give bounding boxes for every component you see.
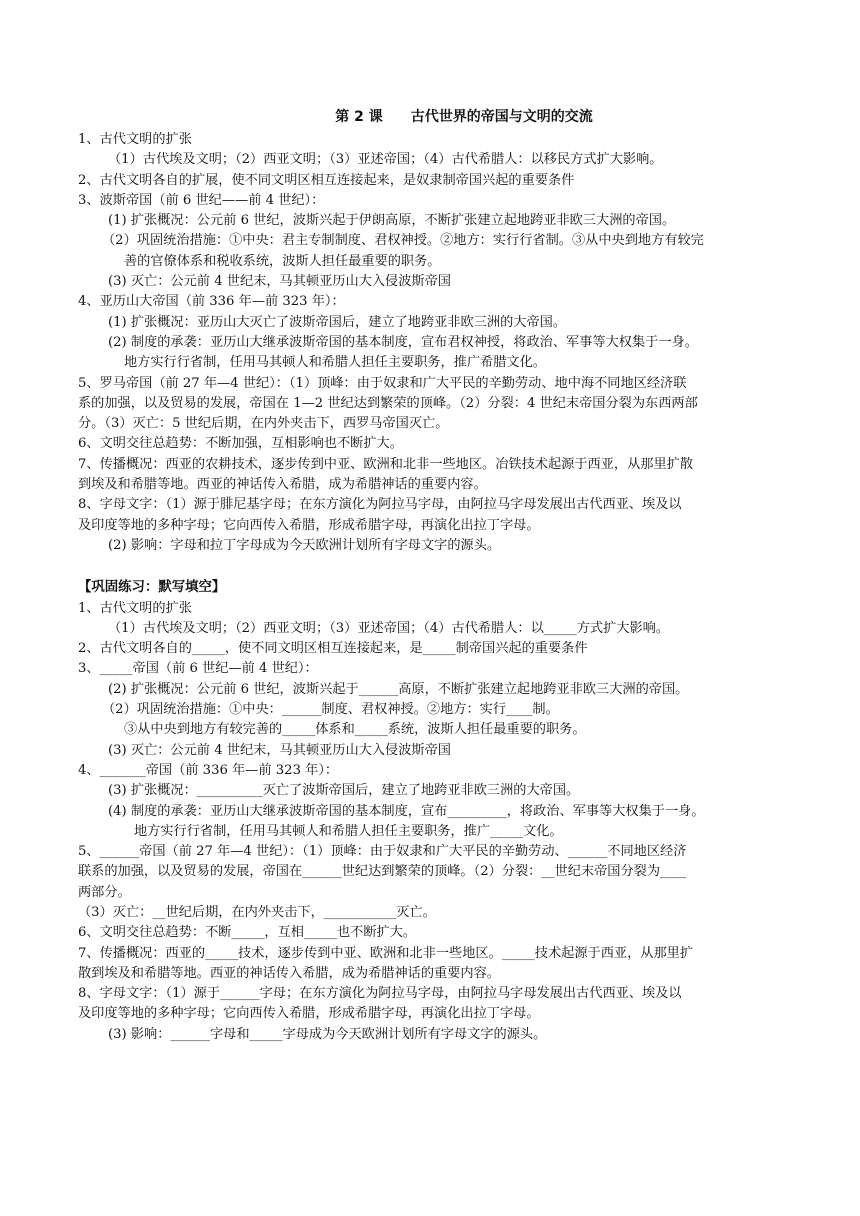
practice-section xyxy=(78,578,790,1045)
practice-line: 3、_____帝国（前 6 世纪—前 4 世纪）： xyxy=(78,661,318,677)
notes-line: 到埃及和希腊等地。西亚的神话传入希腊，成为希腊神话的重要内容。 xyxy=(78,477,487,493)
practice-line: 散到埃及和希腊等地。西亚的神话传入希腊，成为希腊神话的重要内容。 xyxy=(78,965,500,981)
notes-line: 3、波斯帝国（前 6 世纪——前 4 世纪）： xyxy=(78,192,325,208)
practice-line: (4) 制度的承袭：亚历山大继承波斯帝国的基本制度，宣布_________，将政治、军事等大权集于一身。 xyxy=(108,803,705,819)
notes-line: 及印度等地的多种字母；它向西传入希腊，形成希腊字母，再演化出拉丁字母。 xyxy=(78,517,540,533)
notes-line: （1）古代埃及文明；（2）西亚文明；（3）亚述帝国；（4）古代希腊人：以移民方式扩大影响。 xyxy=(108,152,663,168)
practice-title: 【巩固练习：默写填空】 xyxy=(78,580,226,596)
notes-line: （2）巩固统治措施：①中央：君主专制制度、君权神授。②地方：实行行省制。③从中央到地方有较完 xyxy=(102,233,704,249)
practice-line: 4、_______帝国（前 336 年—前 323 年）： xyxy=(78,762,339,778)
notes-line: (2) 制度的承袭：亚历山大继承波斯帝国的基本制度，宣布君权神授，将政治、军事等大权集于一身。 xyxy=(108,334,698,350)
practice-line: 6、文明交往总趋势：不断_____，互相_____也不断扩大。 xyxy=(78,925,417,941)
lesson-title: 第 2 课 古代世界的帝国与文明的交流 xyxy=(335,109,593,125)
practice-line: 2、古代文明各自的_____，使不同文明区相互连接起来，是_____制帝国兴起的重要条件 xyxy=(78,641,588,657)
notes-line: 善的官僚体系和税收系统，波斯人担任最重要的职务。 xyxy=(124,253,441,269)
notes-line: 5、罗马帝国（前 27 年—4 世纪）：（1）顶峰：由于奴隶和广大平民的辛勤劳动、地中海不同地区经济联 xyxy=(78,375,687,391)
practice-line: 1、古代文明的扩张 xyxy=(78,600,192,616)
notes-line: 4、亚历山大帝国（前 336 年—前 323 年）： xyxy=(78,294,345,310)
practice-line: （1）古代埃及文明；（2）西亚文明；（3）亚述帝国；（4）古代希腊人：以_____方式扩大影响。 xyxy=(108,620,670,636)
notes-line: 7、传播概况：西亚的农耕技术，逐步传到中亚、欧洲和北非一些地区。冶铁技术起源于西亚，从那里扩散 xyxy=(78,456,694,472)
practice-line: 联系的加强，以及贸易的发展，帝国在______世纪达到繁荣的顶峰。（2）分裂：__世纪末帝国分裂为____ xyxy=(78,864,687,880)
practice-line: 7、传播概况：西亚的_____技术，逐步传到中亚、欧洲和北非一些地区。_____技术起源于西亚，从那里扩 xyxy=(78,945,694,961)
notes-line: (3) 灭亡：公元前 4 世纪末，马其顿亚历山大入侵波斯帝国 xyxy=(108,274,451,290)
notes-line: 1、古代文明的扩张 xyxy=(78,132,192,147)
practice-line: 两部分。 xyxy=(78,884,131,900)
practice-line: (3) 影响：______字母和_____字母成为今天欧洲计划所有字母文字的源头。 xyxy=(108,1026,547,1042)
notes-line: 6、文明交往总趋势：不断加强，互相影响也不断扩大。 xyxy=(78,436,403,452)
notes-line: 8、字母文字：（1）源于腓尼基字母；在东方演化为阿拉马字母，由阿拉马字母发展出古代西亚、埃及以 xyxy=(78,497,682,513)
practice-line: 及印度等地的多种字母；它向西传入希腊，形成希腊字母，再演化出拉丁字母。 xyxy=(78,1006,540,1022)
practice-line: 5、______帝国（前 27 年—4 世纪）：（1）顶峰：由于奴隶和广大平民的辛勤劳动、______不同地区经济 xyxy=(78,844,687,860)
practice-line: （3）灭亡：__世纪后期，在内外夹击下，___________灭亡。 xyxy=(78,904,436,920)
notes-section xyxy=(78,130,790,556)
notes-line: (1) 扩张概况：亚历山大灭亡了波斯帝国后，建立了地跨亚非欧三洲的大帝国。 xyxy=(108,314,567,330)
practice-line: （2）巩固统治措施：①中央：______制度、君权神授。②地方：实行____制。 xyxy=(102,702,559,718)
notes-line: (2) 影响：字母和拉丁字母成为今天欧洲计划所有字母文字的源头。 xyxy=(108,537,501,553)
practice-line: ③从中央到地方有较完善的_____体系和_____系统，波斯人担任最重要的职务。 xyxy=(124,722,586,738)
notes-line: 地方实行行省制，任用马其顿人和希腊人担任主要职务，推广希腊文化。 xyxy=(124,355,546,371)
notes-line: 2、古代文明各自的扩展，使不同文明区相互连接起来，是奴隶制帝国兴起的重要条件 xyxy=(78,172,575,188)
practice-line: (3) 灭亡：公元前 4 世纪末，马其顿亚历山大入侵波斯帝国 xyxy=(108,742,451,758)
notes-line: 分。（3）灭亡：5 世纪后期，在内外夹击下，西罗马帝国灭亡。 xyxy=(78,416,449,432)
worksheet-page xyxy=(78,104,790,1045)
practice-line: (2) 扩张概况：公元前 6 世纪，波斯兴起于______高原，不断扩张建立起地跨亚非欧三大洲的帝国。 xyxy=(108,681,689,697)
notes-line: 系的加强，以及贸易的发展，帝国在 1—2 世纪达到繁荣的顶峰。（2）分裂：4 世纪末帝国分裂为东西两部 xyxy=(78,395,698,411)
practice-line: 8、字母文字：（1）源于______字母；在东方演化为阿拉马字母，由阿拉马字母发展出古代西亚、埃及以 xyxy=(78,986,682,1002)
practice-line: (3) 扩张概况：__________灭亡了波斯帝国后，建立了地跨亚非欧三洲的大帝国。 xyxy=(108,783,580,799)
notes-line: (1) 扩张概况：公元前 6 世纪，波斯兴起于伊朗高原，不断扩张建立起地跨亚非欧三大洲的帝国。 xyxy=(108,213,676,229)
practice-line: 地方实行行省制，任用马其顿人和希腊人担任主要职务，推广_____文化。 xyxy=(134,823,563,839)
